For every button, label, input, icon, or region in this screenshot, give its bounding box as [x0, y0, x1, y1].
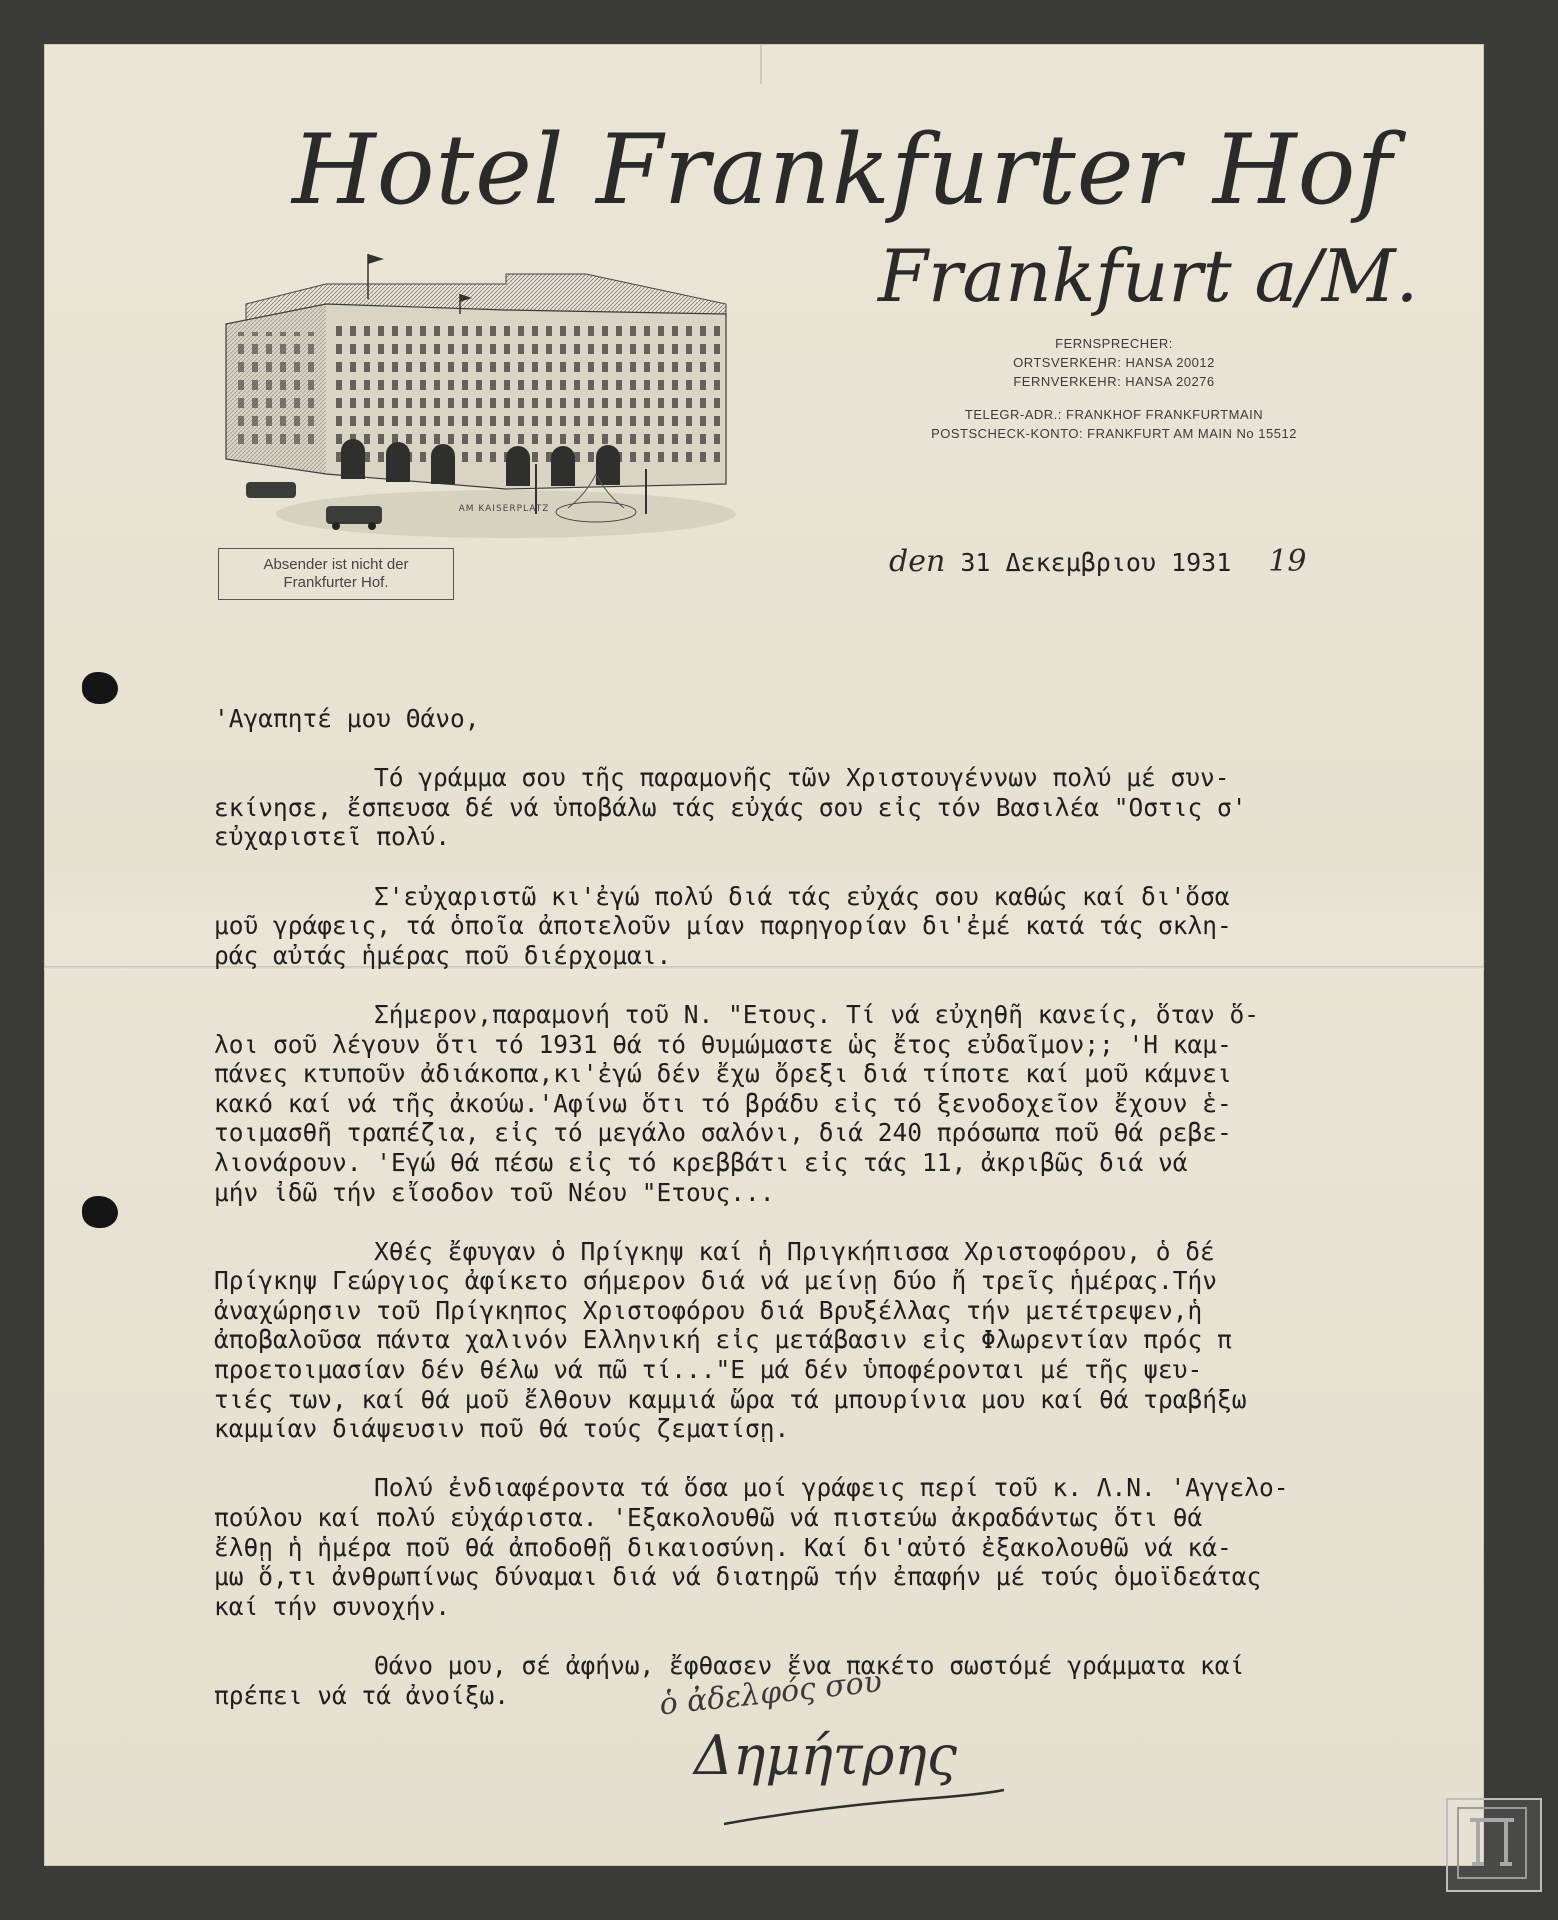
date-line [889, 544, 1449, 579]
contact-block [904, 334, 1324, 443]
paragraph [214, 1000, 1444, 1207]
text-line: ράς αὐτάς ἡμέρας ποῦ διέρχομαι. [214, 940, 672, 970]
contact-line: POSTSCHECK-KONTO: FRANKFURT AM MAIN No 15512 [931, 426, 1297, 441]
text-line: ἀποβαλοῦσα πάντα χαλινόν Ελληνική εἰς μετάβασιν εἰς Φλωρεντίαν πρός π [214, 1325, 1232, 1355]
text-line: Σήμερον,παραμονή τοῦ Ν. "Ετους. Τί νά εὐχηθῆ κανείς, ὅταν ὅ- [374, 999, 1260, 1029]
contact-line: TELEGR-ADR.: FRANKHOF FRANKFURTMAIN [964, 407, 1264, 422]
text-line: λοι σοῦ λέγουν ὅτι τό 1931 θά τό θυμώμαστε ὡς ἔτος εὐδαῖμον;; 'Η καμ- [214, 1029, 1232, 1059]
sender-note-line: Absender ist nicht der [263, 556, 409, 573]
sender-note-box [218, 548, 454, 600]
text-line: μοῦ γράφεις, τά ὁποῖα ἀποτελοῦν μίαν παρηγορίαν δι'ἐμέ κατά τάς σκλη- [214, 911, 1232, 941]
text-line: τοιμασθῆ τραπέζια, εἰς τό μεγάλο σαλόνι, διά 240 πρόσωπα ποῦ θά ρεβε- [214, 1118, 1232, 1148]
date-prefix: den [889, 544, 946, 579]
contact-line: FERNVERKEHR: HANSA 20276 [1013, 374, 1215, 389]
letter-body [214, 704, 1444, 1740]
paragraph [214, 882, 1444, 971]
text-line: τιές των, καί θά μοῦ ἔλθουν καμμιά ὥρα τά μπουρίνια μου καί θά τραβήξω [214, 1384, 1247, 1414]
contact-line: ORTSVERKEHR: HANSA 20012 [1013, 355, 1215, 370]
text-line: Χθές ἔφυγαν ὁ Πρίγκηψ καί ἡ Πριγκήπισσα Χριστοφόρου, ὁ δέ [374, 1236, 1215, 1266]
hotel-name: Hotel Frankfurter Hof [292, 114, 1393, 226]
closing-handwritten: ὁ ἀδελφός σου [657, 1664, 884, 1723]
letter-page [44, 44, 1484, 1866]
paragraph [214, 1473, 1444, 1621]
paragraph [214, 763, 1444, 852]
text-line: ἔλθῃ ἡ ἡμέρα ποῦ θά ἀποδοθῇ δικαιοσύνη. Καί δι'αὐτό ἐξακολουθῶ νά κά- [214, 1532, 1232, 1562]
text-line: πούλου καί πολύ εὐχάριστα. 'Εξακολουθῶ νά πιστεύω ἀκραδάντως ὅτι θά [214, 1503, 1203, 1533]
engraving-caption: AM KAISERPLATZ [458, 504, 550, 514]
text-line: καμμίαν διάψευσιν ποῦ θά τούς ζεματίσῃ. [214, 1414, 790, 1444]
text-line: κακό καί νά τῆς ἀκούω.'Αφίνω ὅτι τό βράδυ εἰς τό ξενοδοχεῖον ἔχουν ἑ- [214, 1088, 1232, 1118]
text-line: Πρίγκηψ Γεώργιος ἀφίκετο σήμερον διά νά μείνῃ δύο ἤ τρεῖς ἡμέρας.Τήν [214, 1266, 1218, 1296]
salutation: 'Αγαπητέ μου Θάνο, [214, 704, 480, 733]
text-line: Τό γράμμα σου τῆς παραμονῆς τῶν Χριστουγέννων πολύ μέ συν- [374, 763, 1230, 793]
text-line: μήν ἰδῶ τήν εἴσοδον τοῦ Νέου "Ετους... [214, 1177, 775, 1207]
punch-hole [82, 672, 118, 704]
text-line: εὐχαριστεῖ πολύ. [214, 822, 451, 852]
signature-flourish [684, 1724, 1044, 1834]
text-line: Σ'εὐχαριστῶ κι'ἐγώ πολύ διά τάς εὐχάς σου καθώς καί δι'ὅσα [374, 881, 1230, 911]
text-line: εκίνησε, ἔσπευσα δέ νά ὑποβάλω τάς εὐχάς σου εἰς τόν Βασιλέα "Οστις σ' [214, 792, 1247, 822]
paragraph [214, 1237, 1444, 1444]
text-line: Πολύ ἐνδιαφέροντα τά ὅσα μοί γράφεις περί τοῦ κ. Λ.Ν. 'Αγγελο- [374, 1473, 1289, 1503]
sender-note-line: Frankfurter Hof. [283, 574, 389, 591]
text-line: λιονάρουν. 'Εγώ θά πέσω εἰς τό κρεββάτι εἰς τάς 11, ἀκριβῶς διά νά [214, 1147, 1188, 1177]
text-line: πρέπει νά τά ἀνοίξω. [214, 1680, 510, 1710]
date-suffix: 19 [1268, 544, 1307, 579]
signature: Δημήτρης [694, 1724, 958, 1787]
hotel-engraving [206, 214, 764, 544]
text-line: προετοιμασίαν δέν θέλω νά πῶ τί..."Ε μά δέν ὑποφέρονται μέ τῆς ψευ- [214, 1355, 1203, 1385]
text-line: Θάνο μου, σέ ἀφήνω, ἔφθασεν ἕνα πακέτο σωστόμέ γράμματα καί [374, 1651, 1245, 1680]
contact-line: FERNSPRECHER: [1055, 336, 1173, 351]
text-line: ἀναχώρησιν τοῦ Πρίγκηπος Χριστοφόρου διά Βρυξέλλας τήν μετέτρεψεν,ἡ [214, 1295, 1203, 1325]
text-line: πάνες κτυποῦν ἀδιάκοπα,κι'ἐγώ δέν ἔχω ὄρεξι διά τίποτε καί μοῦ κάμνει [214, 1059, 1232, 1089]
hotel-city: Frankfurt a/M. [878, 234, 1419, 318]
text-line: καί τήν συνοχήν. [214, 1591, 451, 1621]
archive-logo [1446, 1798, 1542, 1892]
text-line: μω ὅ,τι ἀνθρωπίνως δύναμαι διά νά διατηρῶ τήν ἐπαφήν μέ τούς ὁμοϊδεάτας [214, 1562, 1262, 1592]
punch-hole [82, 1196, 118, 1228]
archive-logo-icon [1448, 1800, 1536, 1886]
top-fold [760, 44, 762, 84]
date-text: 31 Δεκεμβριου 1931 [960, 548, 1232, 577]
